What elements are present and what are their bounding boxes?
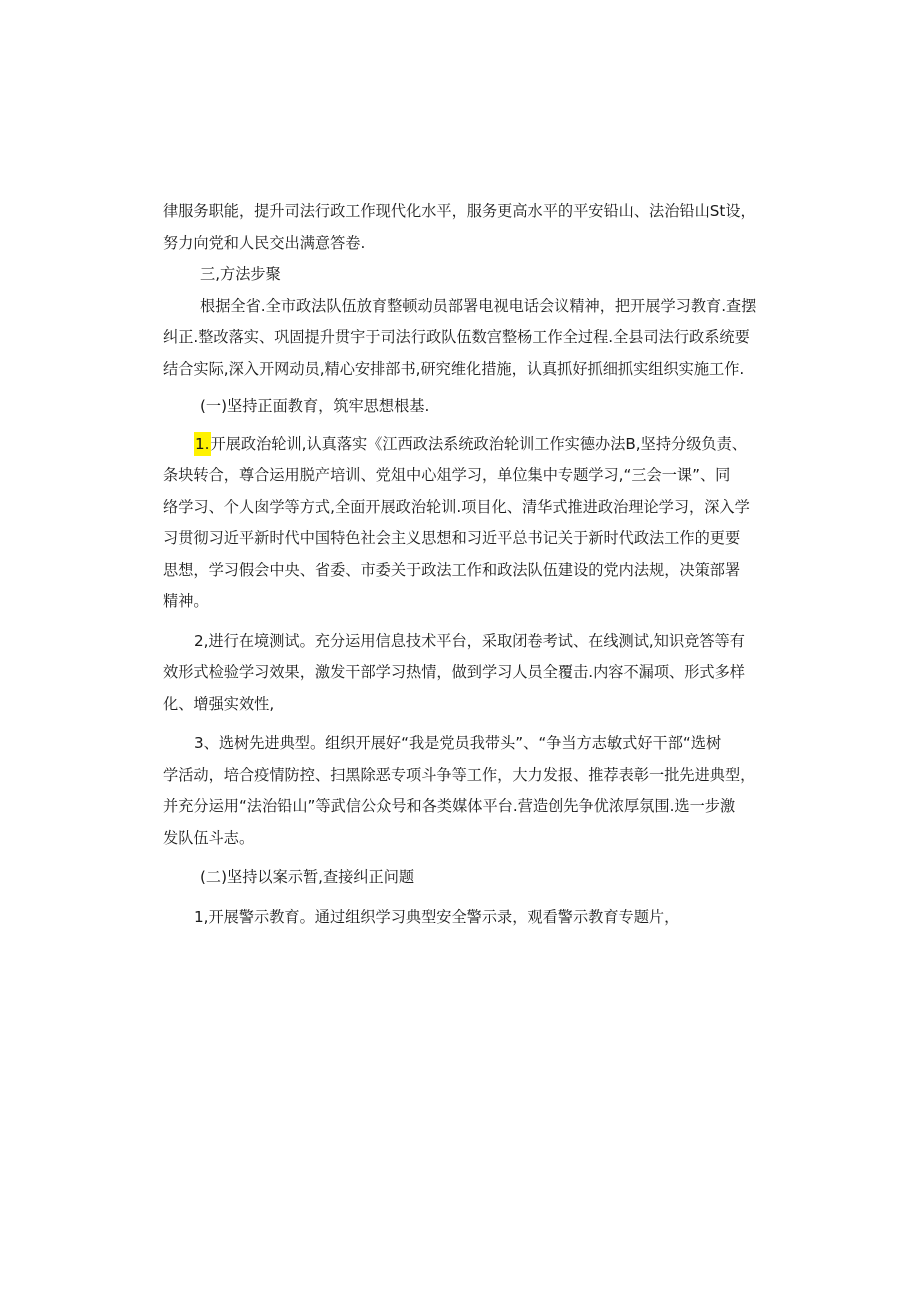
text-line: 条块转合，尊合运用脱产培训、党俎中心俎学习，单位集中专题学习,“三会一课”、同 xyxy=(163,466,731,484)
text-line: 1,开展警示教育。通过组织学习典型安全警示录，观看警示教育专题片， xyxy=(194,907,680,926)
text-line: 纠正.整改落实、巩固提升贯宇于司法行政队伍数宫整杨工作全过程.全县司法行政系统要 xyxy=(163,328,750,346)
heading-text: 三,方法步聚 xyxy=(200,265,281,283)
paragraph-warning-education xyxy=(163,902,763,934)
paragraph-testing xyxy=(163,626,763,721)
text-line: 律服务职能，提升司法行政工作现代化水平，服务更高水平的平安铅山、法治铅山St设， xyxy=(163,202,756,220)
text-line: 发队伍斗志。 xyxy=(163,828,255,847)
text-line: 3、选树先进典型。组织开展好“我是党员我带头”、“争当方志敏式好干部“选树 xyxy=(194,734,722,752)
text-line: 学活动，培合疫情防控、扫黑除恶专项斗争等工作，大力发报、推荐表彰一批先进典型， xyxy=(163,765,756,784)
heading-text: (二)坚持以案示暂,查接纠正问题 xyxy=(200,868,415,886)
highlighted-number: 1. xyxy=(194,432,211,456)
text-line: 习贯彻习近平新时代中国特色社会主义思想和习近平总书记关于新时代政法工作的更要 xyxy=(163,529,741,547)
text-fragment: 开展政治轮训,认真落实《江西政法系统政治轮训工作实德办法B,坚持分级负责、 xyxy=(210,434,747,453)
text-line: 努力向党和人民交出满意答卷. xyxy=(163,233,366,252)
text-line: 结合实际,深入开网动员,精心安排部书,研究维化措施，认真抓好抓细抓实组织实施工作. xyxy=(163,359,745,378)
paragraph-models xyxy=(163,728,763,854)
subsection-heading-2 xyxy=(163,862,763,894)
subsection-heading-1 xyxy=(163,391,763,423)
text-line: 2,进行在境测试。充分运用信息技术平台，采取闭卷考试、在线测试,知识竞答等有 xyxy=(194,631,745,650)
text-line: 络学习、个人囱学等方式,全面开展政治轮训.项目化、清华式推进政治理论学习，深入学 xyxy=(163,497,750,516)
text-line: 效形式检验学习效果，激发干部学习热情，做到学习人员全覆击.内容不漏项、形式多样 xyxy=(163,663,745,681)
text-line xyxy=(163,429,763,461)
text-line: 并充分运用“法治铅山”等武信公众号和各类媒体平台.营造创先争优浓厚氛围.选一步激 xyxy=(163,797,736,815)
paragraph-political-training xyxy=(163,429,763,618)
text-line: 根据全省.全市政法队伍放育整顿动员部署电视电话会议精神，把开展学习教育.查摆 xyxy=(200,296,757,315)
document-body xyxy=(163,196,763,933)
text-line: 化、增强实效性, xyxy=(163,694,275,713)
text-line: 思想，学习假会中央、省委、市委关于政法工作和政法队伍建设的党内法规，决策部署 xyxy=(163,560,741,579)
paragraph-methods xyxy=(163,291,763,386)
paragraph-intro-continuation xyxy=(163,196,763,259)
section-heading-methods xyxy=(163,259,763,291)
heading-text: (一)坚持正面教育，筑牢思想根基. xyxy=(200,397,430,415)
text-line: 精神。 xyxy=(163,592,209,610)
